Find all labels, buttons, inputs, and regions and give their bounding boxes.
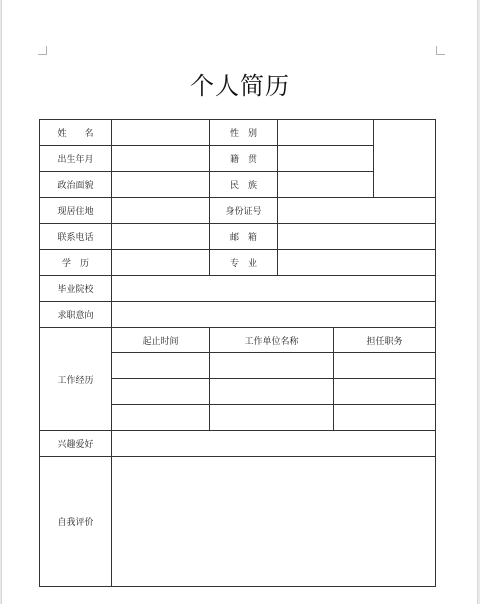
work-row-3-period[interactable] bbox=[112, 405, 210, 431]
label-job-intention: 求职意向 bbox=[40, 302, 112, 328]
value-ethnicity[interactable] bbox=[278, 172, 374, 198]
value-self-evaluation[interactable] bbox=[112, 457, 436, 587]
work-row-2-position[interactable] bbox=[334, 379, 436, 405]
value-current-address[interactable] bbox=[112, 198, 210, 224]
resume-table bbox=[39, 119, 436, 328]
work-header-period: 起止时间 bbox=[112, 328, 210, 353]
label-work-experience: 工作经历 bbox=[40, 328, 112, 431]
photo-box[interactable] bbox=[374, 120, 436, 198]
label-hobbies: 兴趣爱好 bbox=[40, 431, 112, 457]
label-school: 毕业院校 bbox=[40, 276, 112, 302]
work-experience-table bbox=[39, 327, 436, 587]
value-birth[interactable] bbox=[112, 146, 210, 172]
work-header-company: 工作单位名称 bbox=[210, 328, 334, 353]
value-gender[interactable] bbox=[278, 120, 374, 146]
label-ethnicity: 民 族 bbox=[210, 172, 278, 198]
label-current-address: 现居住地 bbox=[40, 198, 112, 224]
value-id-number[interactable] bbox=[278, 198, 436, 224]
label-gender: 性 别 bbox=[210, 120, 278, 146]
label-id-number: 身份证号 bbox=[210, 198, 278, 224]
value-political-status[interactable] bbox=[112, 172, 210, 198]
work-row-1-position[interactable] bbox=[334, 353, 436, 379]
label-birth: 出生年月 bbox=[40, 146, 112, 172]
label-email: 邮 箱 bbox=[210, 224, 278, 250]
value-phone[interactable] bbox=[112, 224, 210, 250]
label-name: 姓 名 bbox=[40, 120, 112, 146]
work-row-1-period[interactable] bbox=[112, 353, 210, 379]
value-name[interactable] bbox=[112, 120, 210, 146]
work-row-3-position[interactable] bbox=[334, 405, 436, 431]
page-corner-mark-top-right bbox=[436, 46, 445, 55]
value-native-place[interactable] bbox=[278, 146, 374, 172]
work-row-2-company[interactable] bbox=[210, 379, 334, 405]
value-job-intention[interactable] bbox=[112, 302, 436, 328]
label-self-evaluation: 自我评价 bbox=[40, 457, 112, 587]
label-phone: 联系电话 bbox=[40, 224, 112, 250]
document-title: 个人简历 bbox=[190, 72, 290, 100]
label-education: 学 历 bbox=[40, 250, 112, 276]
value-email[interactable] bbox=[278, 224, 436, 250]
work-row-3-company[interactable] bbox=[210, 405, 334, 431]
value-hobbies[interactable] bbox=[112, 431, 436, 457]
work-row-1-company[interactable] bbox=[210, 353, 334, 379]
label-native-place: 籍 贯 bbox=[210, 146, 278, 172]
label-political-status: 政治面貌 bbox=[40, 172, 112, 198]
value-major[interactable] bbox=[278, 250, 436, 276]
label-major: 专 业 bbox=[210, 250, 278, 276]
work-row-2-period[interactable] bbox=[112, 379, 210, 405]
value-education[interactable] bbox=[112, 250, 210, 276]
value-school[interactable] bbox=[112, 276, 436, 302]
page-corner-mark-top-left bbox=[38, 46, 47, 55]
work-header-position: 担任职务 bbox=[334, 328, 436, 353]
